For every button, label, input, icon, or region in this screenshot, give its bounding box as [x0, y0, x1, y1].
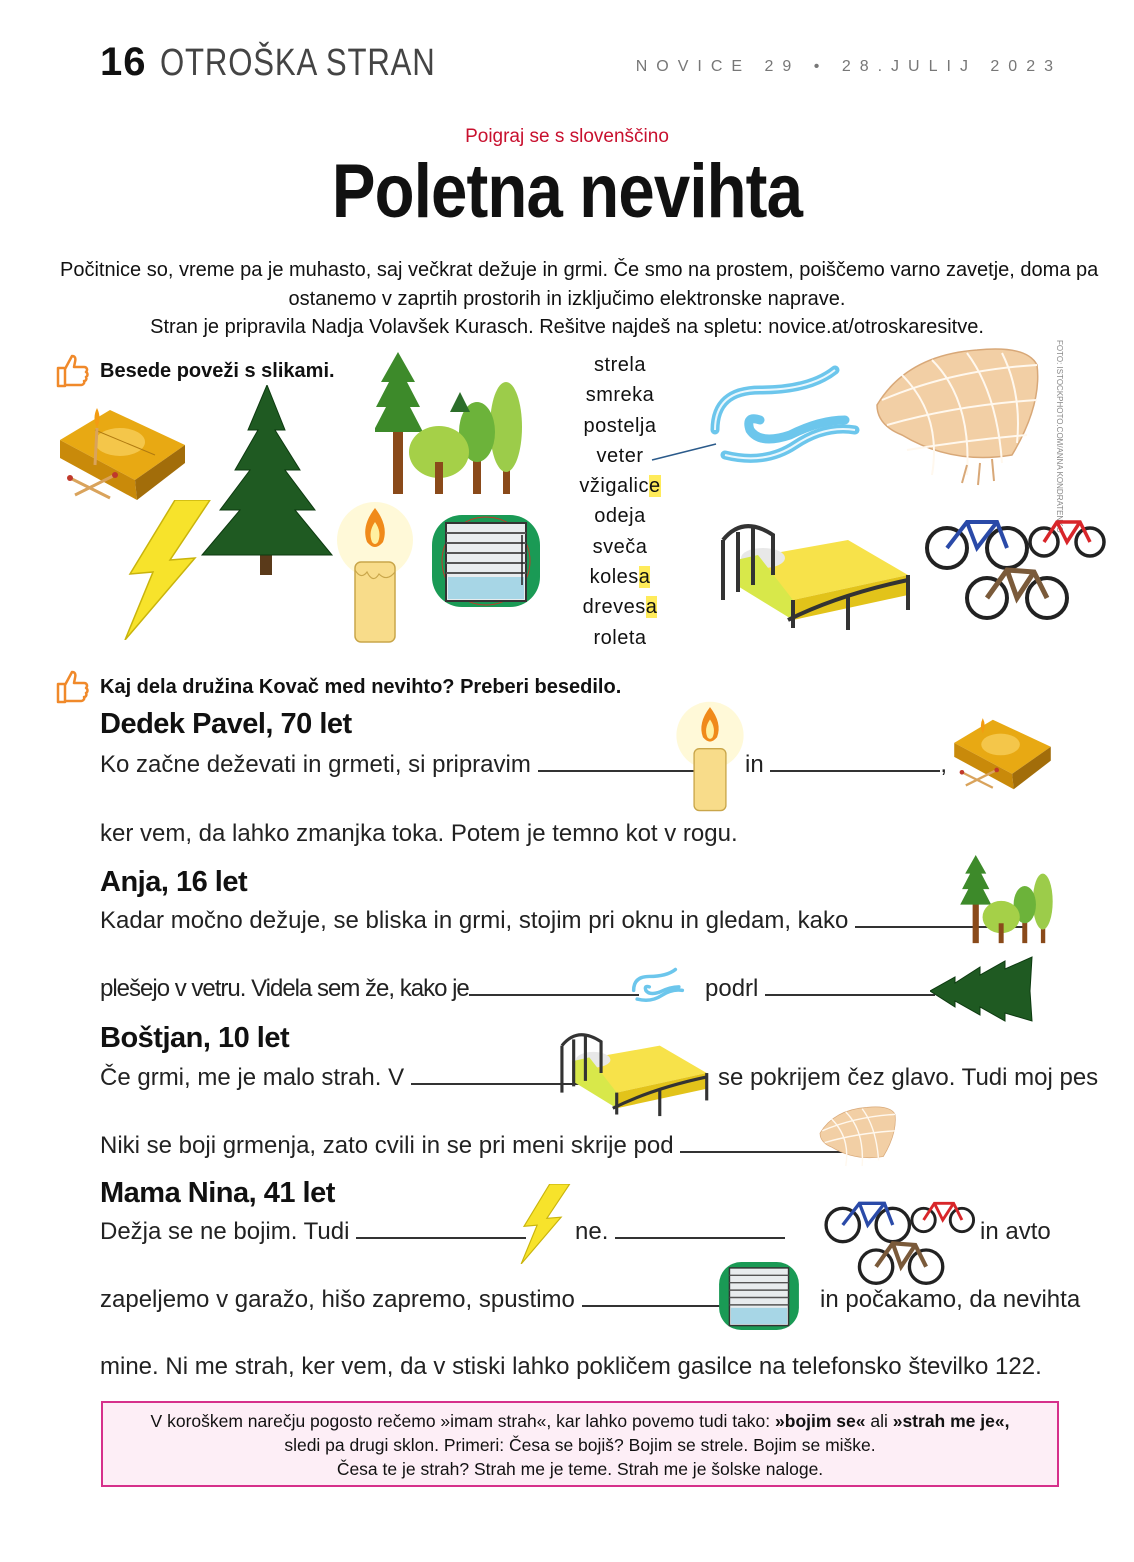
- trees-image: [958, 855, 1058, 945]
- text-line: ne.: [575, 1218, 785, 1246]
- trees-image: [375, 352, 525, 497]
- person-name: Dedek Pavel, 70 let: [100, 708, 352, 740]
- text-line: plešejo v vetru. Videla sem že, kako je: [100, 975, 639, 1003]
- answer-blank[interactable]: [615, 1219, 785, 1239]
- task2-instruction: Kaj dela družina Kovač med nevihto? Preberi besedilo.: [100, 676, 622, 698]
- answer-blank[interactable]: [411, 1065, 581, 1085]
- photo-credit: FOTO: ISTOCKPHOTO.COM/ANNA KONDRATENKO: [1055, 340, 1064, 533]
- bicycles-image: [922, 500, 1107, 620]
- person-name: Boštjan, 10 let: [100, 1022, 290, 1054]
- text-line: zapeljemo v garažo, hišo zapremo, spustimo: [100, 1286, 752, 1314]
- word-item: vžigalice: [579, 475, 661, 498]
- spruce-image: [200, 385, 335, 580]
- blanket-image: [872, 345, 1042, 490]
- text-line: Ko začne deževati in grmeti, si pripravim: [100, 751, 708, 779]
- note-line: Česa te je strah? Strah me je teme. Strah me je šolske naloge.: [336, 1459, 824, 1479]
- wind-icon: [622, 966, 694, 1006]
- answer-blank[interactable]: [770, 752, 940, 772]
- word-item: kolesa: [589, 566, 651, 589]
- issue-info: NOVICE 29 • 28.JULIJ 2023: [635, 58, 1062, 75]
- person-name: Anja, 16 let: [100, 866, 248, 898]
- blanket-image: [810, 1105, 905, 1173]
- word-item: postelja: [583, 414, 657, 437]
- word-item: veter: [596, 444, 644, 467]
- bicycles-image: [820, 1185, 978, 1285]
- bed-image: [558, 1030, 713, 1120]
- page-title: Poletna nevihta: [331, 149, 803, 234]
- text-line: in počakamo, da nevihta: [820, 1286, 1081, 1313]
- word-item: drevesa: [582, 596, 658, 619]
- answer-blank[interactable]: [469, 976, 639, 996]
- text-line: Niki se boji grmenja, zato cvili in se pri meni skrije pod: [100, 1132, 857, 1160]
- roller-shutter-image: [432, 515, 540, 607]
- word-list: [550, 350, 690, 653]
- word-item: sveča: [592, 535, 648, 558]
- text-line: ker vem, da lahko zmanjka toka. Potem je temno kot v rogu.: [100, 820, 738, 847]
- section-title: OTROŠKA STRAN: [160, 42, 436, 84]
- kicker: Poigraj se s slovenščino: [465, 126, 669, 147]
- note-line: V koroškem narečju pogosto rečemo »imam strah«, kar lahko povemo tudi tako: »bojim se« ali »strah me je«,: [150, 1411, 1010, 1431]
- candle-image: [670, 700, 750, 815]
- page-number: 16: [100, 40, 147, 84]
- text-line: podrl: [705, 975, 942, 1003]
- text-line: in ,: [745, 751, 948, 778]
- word-item: strela: [594, 354, 646, 376]
- answer-blank[interactable]: [356, 1219, 526, 1239]
- text-line: Dežja se ne bojim. Tudi: [100, 1218, 526, 1246]
- text-line: se pokrijem čez glavo. Tudi moj pes: [718, 1064, 1099, 1091]
- word-item: roleta: [593, 626, 647, 649]
- wind-icon: [705, 360, 865, 475]
- text-line: Kadar močno dežuje, se bliska in grmi, stojim pri oknu in gledam, kako: [100, 907, 1025, 935]
- dialect-note: [101, 1401, 1059, 1487]
- matchbox-image: [945, 712, 1060, 797]
- text-line: in avto: [980, 1218, 1051, 1245]
- text-line: Če grmi, me je malo strah. V: [100, 1064, 581, 1092]
- spruce-image: [930, 955, 1035, 1027]
- person-name: Mama Nina, 41 let: [100, 1177, 335, 1209]
- intro-line: Stran je pripravila Nadja Volavšek Kurasch. Rešitve najdeš na spletu: novice.at/otroskaresitve.: [150, 316, 984, 338]
- candle-image: [330, 500, 420, 650]
- thumbs-up-icon: [52, 666, 92, 706]
- task1-instruction: Besede poveži s slikami.: [100, 360, 335, 382]
- matchbox-image: [55, 400, 190, 510]
- note-line: sledi pa drugi sklon. Primeri: Česa se bojiš? Bojim se strele. Bojim se miške.: [284, 1435, 876, 1455]
- word-item: smreka: [585, 384, 655, 407]
- bed-image: [718, 520, 916, 635]
- lightning-icon: [515, 1184, 573, 1264]
- answer-blank[interactable]: [765, 976, 935, 996]
- intro-line: Počitnice so, vreme pa je muhasto, saj večkrat dežuje in grmi. Če smo na prostem, poiščemo varno zavetje, doma pa: [60, 259, 1099, 281]
- text-line: mine. Ni me strah, ker vem, da v stiski lahko pokličem gasilce na telefonsko številko 122.: [100, 1353, 1042, 1380]
- word-item: odeja: [594, 505, 646, 528]
- thumbs-up-icon: [52, 350, 92, 390]
- roller-shutter-image: [716, 1262, 802, 1330]
- intro-line: ostanemo v zaprtih prostorih in izključimo elektronske naprave.: [288, 288, 846, 310]
